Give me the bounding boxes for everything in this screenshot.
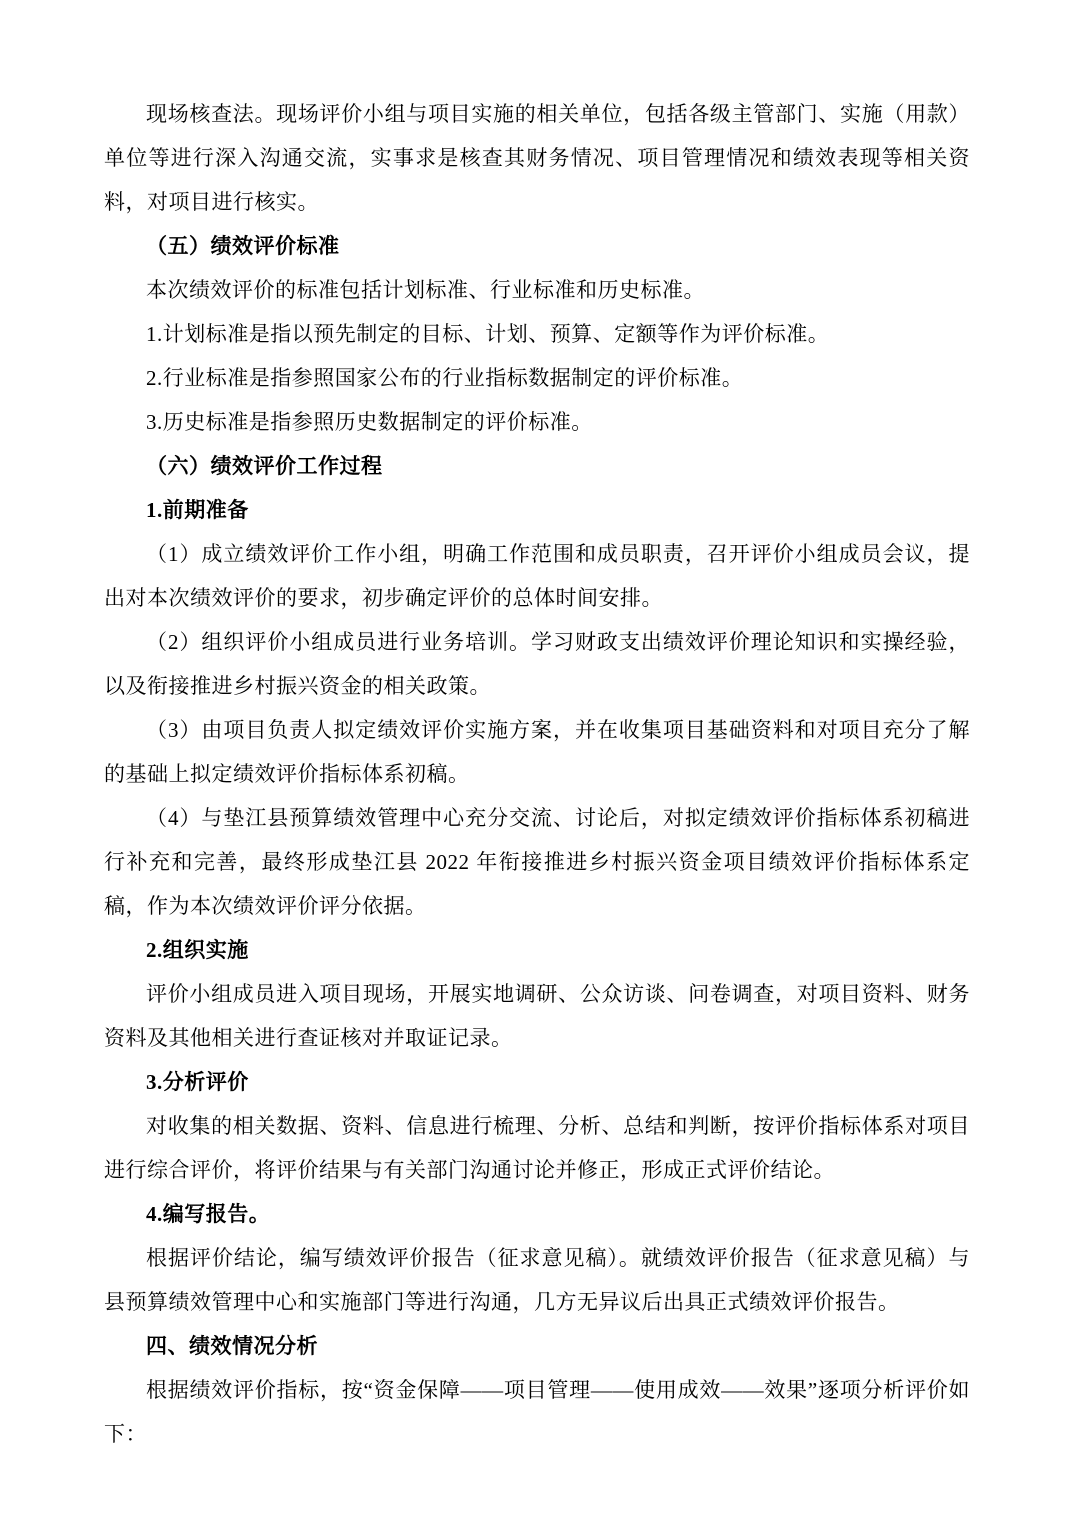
document-body bbox=[104, 92, 970, 1456]
sub-heading-implementation: 2.组织实施 bbox=[146, 938, 249, 962]
paragraph-prep-step-3: （3）由项目负责人拟定绩效评价实施方案，并在收集项目基础资料和对项目充分了解的基础上拟定绩效评价指标体系初稿。 bbox=[104, 718, 970, 786]
paragraph-implementation: 评价小组成员进入项目现场，开展实地调研、公众访谈、问卷调查，对项目资料、财务资料及其他相关进行查证核对并取证记录。 bbox=[104, 982, 970, 1050]
sub-heading-report-writing: 4.编写报告。 bbox=[146, 1202, 271, 1226]
paragraph-industry-standard: 2.行业标准是指参照国家公布的行业指标数据制定的评价标准。 bbox=[146, 366, 744, 390]
section-heading-work-process: （六）绩效评价工作过程 bbox=[146, 454, 383, 478]
section-heading-performance-analysis: 四、绩效情况分析 bbox=[146, 1334, 318, 1358]
paragraph-prep-step-2: （2）组织评价小组成员进行业务培训。学习财政支出绩效评价理论知识和实操经验，以及衔接推进乡村振兴资金的相关政策。 bbox=[104, 630, 970, 698]
paragraph-report-writing: 根据评价结论，编写绩效评价报告（征求意见稿）。就绩效评价报告（征求意见稿）与县预算绩效管理中心和实施部门等进行沟通，几方无异议后出具正式绩效评价报告。 bbox=[104, 1246, 970, 1314]
paragraph-performance-analysis-intro: 根据绩效评价指标，按“资金保障——项目管理——使用成效——效果”逐项分析评价如下： bbox=[104, 1378, 970, 1446]
paragraph-prep-step-1: （1）成立绩效评价工作小组，明确工作范围和成员职责，召开评价小组成员会议，提出对本次绩效评价的要求，初步确定评价的总体时间安排。 bbox=[104, 542, 970, 610]
paragraph-analysis: 对收集的相关数据、资料、信息进行梳理、分析、总结和判断，按评价指标体系对项目进行综合评价，将评价结果与有关部门沟通讨论并修正，形成正式评价结论。 bbox=[104, 1114, 970, 1182]
sub-heading-analysis: 3.分析评价 bbox=[146, 1070, 249, 1094]
paragraph-standards-overview: 本次绩效评价的标准包括计划标准、行业标准和历史标准。 bbox=[146, 278, 705, 302]
section-heading-evaluation-standards: （五）绩效评价标准 bbox=[146, 234, 340, 258]
sub-heading-preparation: 1.前期准备 bbox=[146, 498, 249, 522]
paragraph-prep-step-4: （4）与垫江县预算绩效管理中心充分交流、讨论后，对拟定绩效评价指标体系初稿进行补充和完善，最终形成垫江县 2022 年衔接推进乡村振兴资金项目绩效评价指标体系定稿，作为本次绩效评价评分依据。 bbox=[104, 806, 970, 918]
paragraph-history-standard: 3.历史标准是指参照历史数据制定的评价标准。 bbox=[146, 410, 593, 434]
paragraph-site-verification: 现场核查法。现场评价小组与项目实施的相关单位，包括各级主管部门、实施（用款）单位等进行深入沟通交流，实事求是核查其财务情况、项目管理情况和绩效表现等相关资料，对项目进行核实。 bbox=[104, 102, 970, 214]
paragraph-plan-standard: 1.计划标准是指以预先制定的目标、计划、预算、定额等作为评价标准。 bbox=[146, 322, 830, 346]
